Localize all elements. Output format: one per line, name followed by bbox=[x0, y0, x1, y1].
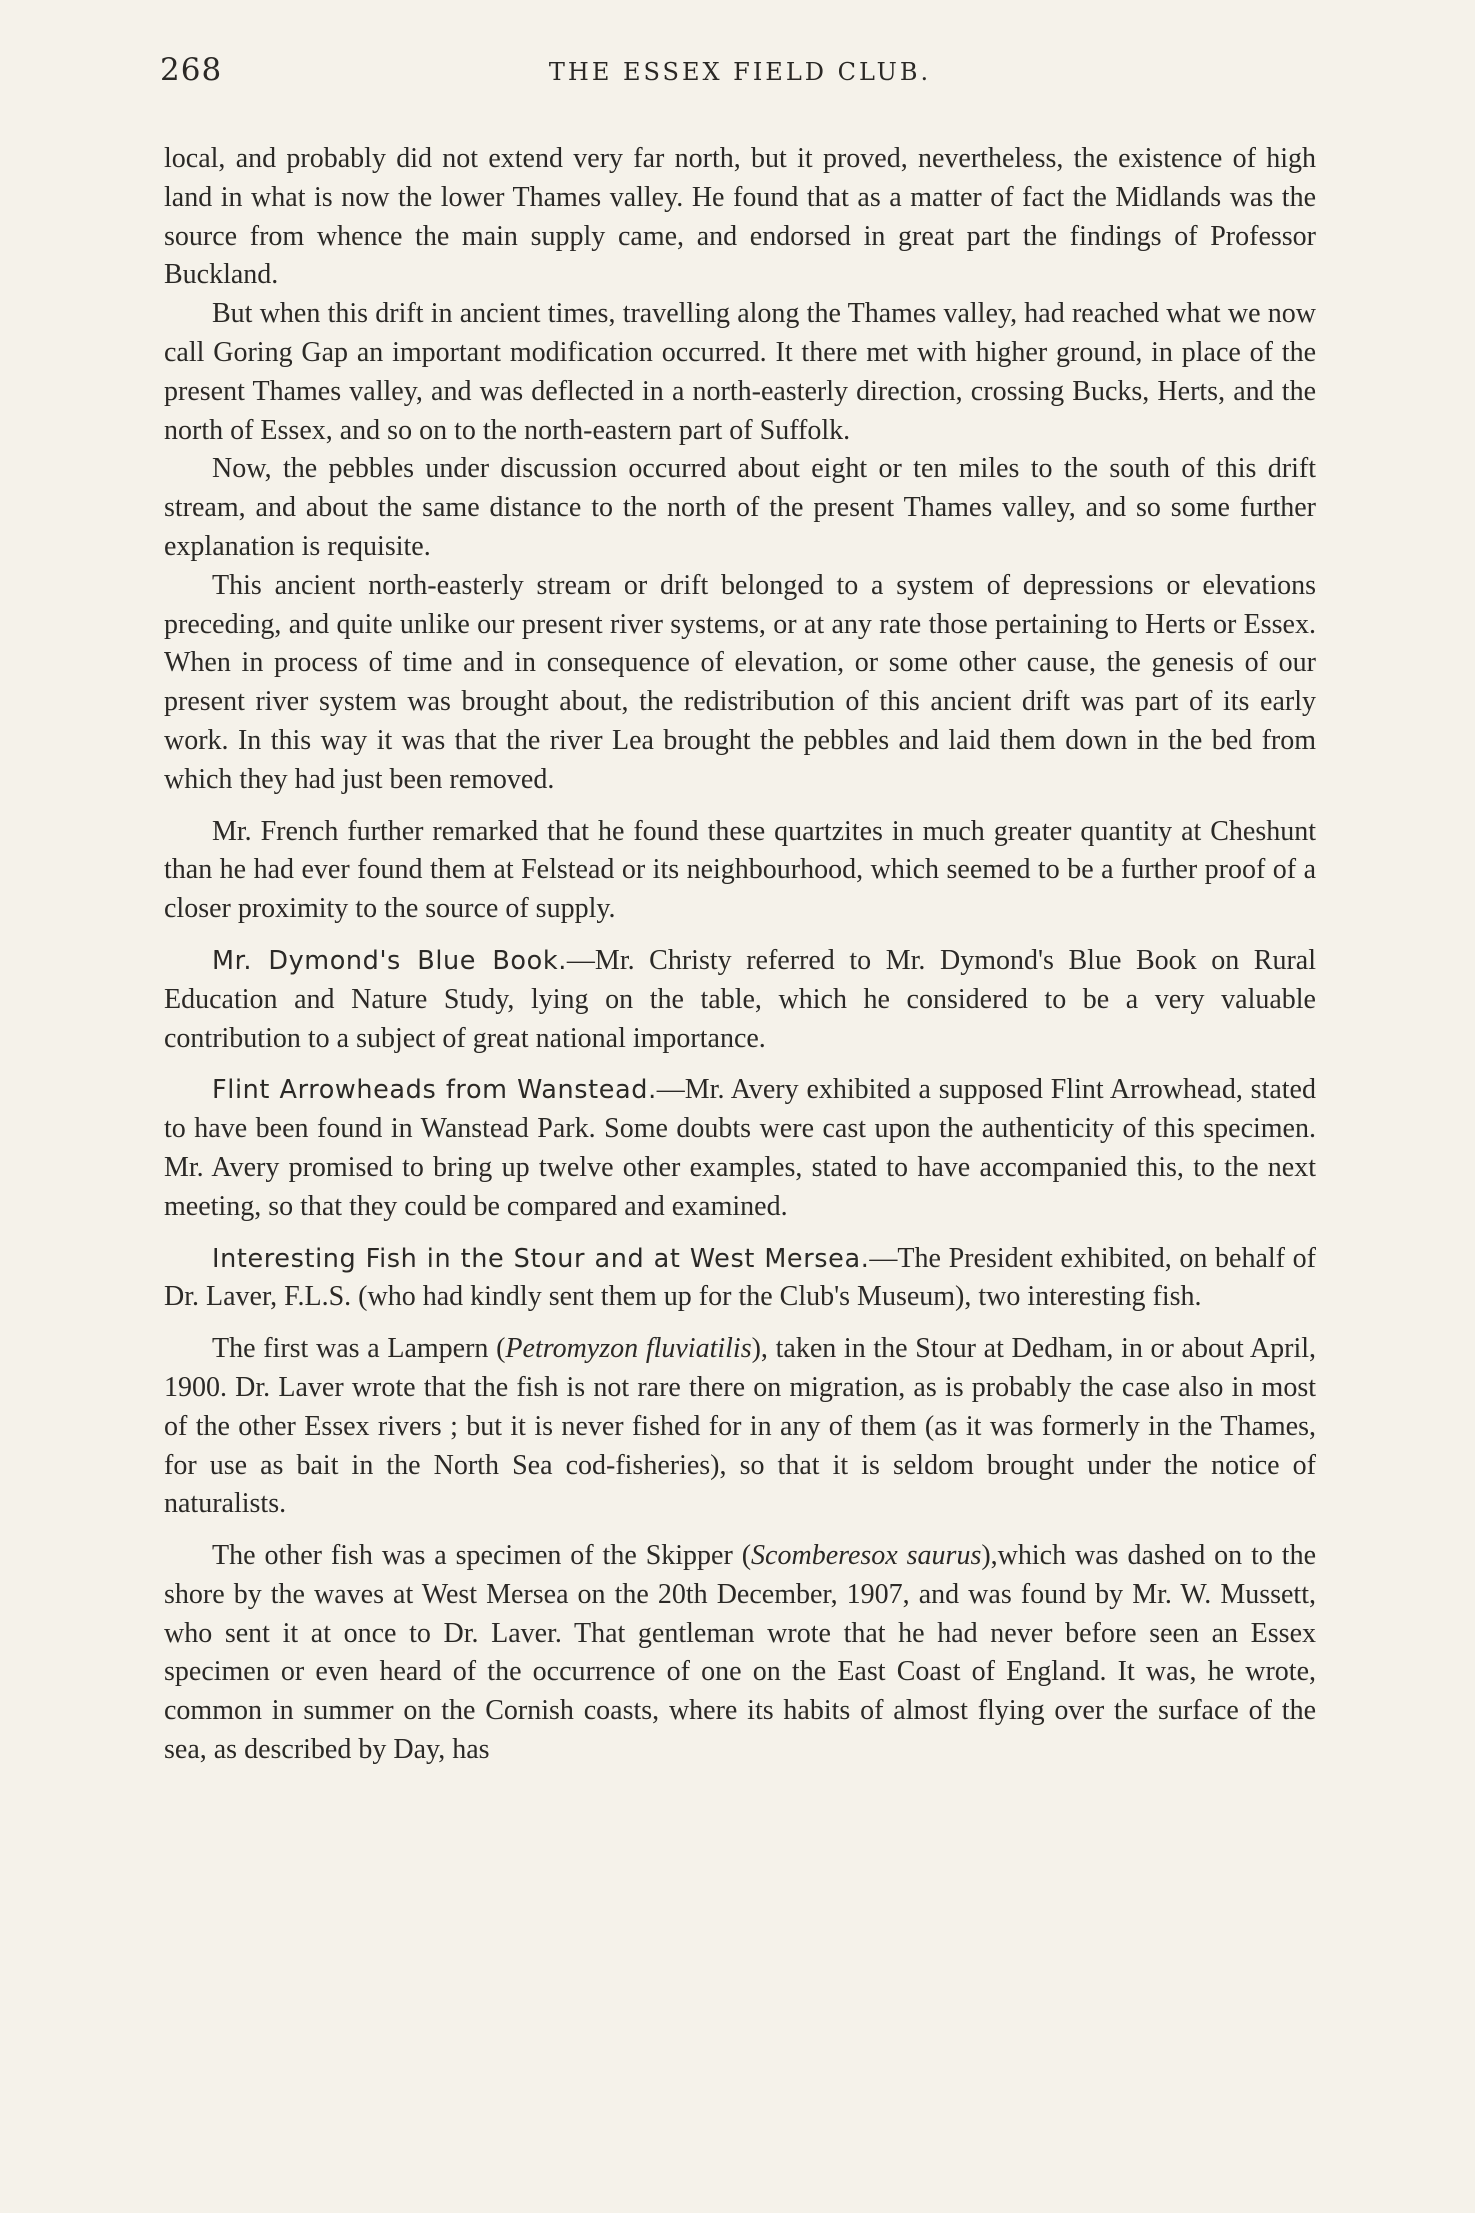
section-flint-arrowheads bbox=[164, 1071, 1316, 1226]
section-heading: Interesting Fish in the Stour and at West Mersea. bbox=[212, 1243, 870, 1274]
paragraph-continuation bbox=[164, 140, 1316, 295]
paragraph-text: —The President exhibited, on behalf of Dr. Laver, F.L.S. (who had kindly sent them up for the Club's Museum), two interesting fish. bbox=[164, 1242, 1317, 1313]
paragraph-text: The other fish was a specimen of the Skipper ( bbox=[212, 1540, 752, 1572]
paragraph-text: ),which was dashed on to the shore by the waves at West Mersea on the 20th December, 1907, and was found by Mr. W. Mussett, who sent it at once to Dr. Laver. That gentleman wrote that he had never before seen an Essex specimen or even heard of the occurrence of one on the East Coast of England. It was, he wrote, common in summer on the Cornish coasts, where its habits of almost flying over the surface of the sea, as described by Day, has bbox=[164, 1540, 1317, 1766]
paragraph-text: —Mr. Avery exhibited a supposed Flint Arrowhead, stated to have been found in Wanstead Park. Some doubts were cast upon the authenticity of this specimen. Mr. Avery promised to bring up twelve other examples, stated to have accompanied this, to the next meeting, so that they could be compared and examined. bbox=[164, 1074, 1316, 1222]
paragraph-pebbles bbox=[164, 450, 1316, 566]
paragraph-text: ), taken in the Stour at Dedham, in or about April, 1900. Dr. Laver wrote that the fish is not rare there on migration, as is probably the case also in most of the other Essex rivers ; but it is never fished for in any of them (as it was formerly in the Thames, for use as bait in the North Sea cod-fisheries), so that it is seldom brought under the notice of naturalists. bbox=[164, 1333, 1316, 1520]
section-interesting-fish bbox=[164, 1240, 1316, 1318]
section-blue-book bbox=[164, 942, 1316, 1058]
paragraph-text: local, and probably did not extend very far north, but it proved, nevertheless, the existence of high land in what is now the lower Thames valley. He found that as a matter of fact the Midlands was the source from whence the main supply came, and endorsed in great part the findings of Professor Buckland. bbox=[164, 143, 1316, 291]
paragraph-text: —Mr. Christy referred to Mr. Dymond's Blue Book on Rural Education and Nature Study, lying on the table, which he considered to be a very valuable contribution to a subject of great national importance. bbox=[164, 944, 1316, 1054]
paragraph-text: This ancient north-easterly stream or drift belonged to a system of depressions or elevations preceding, and quite unlike our present river systems, or at any rate those pertaining to Herts or Essex. When in process of time and in consequence of elevation, or some other cause, the genesis of our present river system was brought about, the redistribution of this ancient drift was part of its early work. In this way it was that the river Lea brought the pebbles and laid them down in the bed from which they had just been removed. bbox=[164, 569, 1316, 795]
running-title: THE ESSEX FIELD CLUB. bbox=[548, 58, 932, 86]
paragraph-skipper bbox=[164, 1537, 1316, 1770]
body-text bbox=[164, 140, 1316, 1770]
paragraph-text: But when this drift in ancient times, travelling along the Thames valley, had reached what we now call Goring Gap an important modification occurred. It there met with higher ground, in place of the present Thames valley, and was deflected in a north-easterly direction, crossing Bucks, Herts, and the north of Essex, and so on to the north-eastern part of Suffolk. bbox=[164, 298, 1316, 446]
page-number: 268 bbox=[160, 52, 223, 88]
paragraph-text: Mr. French further remarked that he found these quartzites in much greater quantity at Cheshunt than he had ever found them at Felstead or its neighbourhood, which seemed to be a further proof of a closer proximity to the source of supply. bbox=[164, 815, 1316, 925]
paragraph-quartzites bbox=[164, 813, 1316, 929]
paragraph-ancient-stream bbox=[164, 567, 1316, 800]
paragraph-goring-gap bbox=[164, 295, 1316, 450]
paragraph-text: Now, the pebbles under discussion occurred about eight or ten miles to the south of this drift stream, and about the same distance to the north of the present Thames valley, and so some further explanation is requisite. bbox=[164, 453, 1316, 562]
paragraph-lampern bbox=[164, 1330, 1316, 1524]
paragraph-text: The first was a Lampern ( bbox=[212, 1333, 506, 1365]
section-heading: Mr. Dymond's Blue Book. bbox=[212, 945, 567, 976]
section-heading: Flint Arrowheads from Wanstead. bbox=[212, 1075, 657, 1106]
species-name: Petromyzon fluviatilis bbox=[505, 1333, 752, 1365]
page-header bbox=[160, 52, 1320, 102]
species-name: Scomberesox saurus bbox=[751, 1540, 982, 1572]
